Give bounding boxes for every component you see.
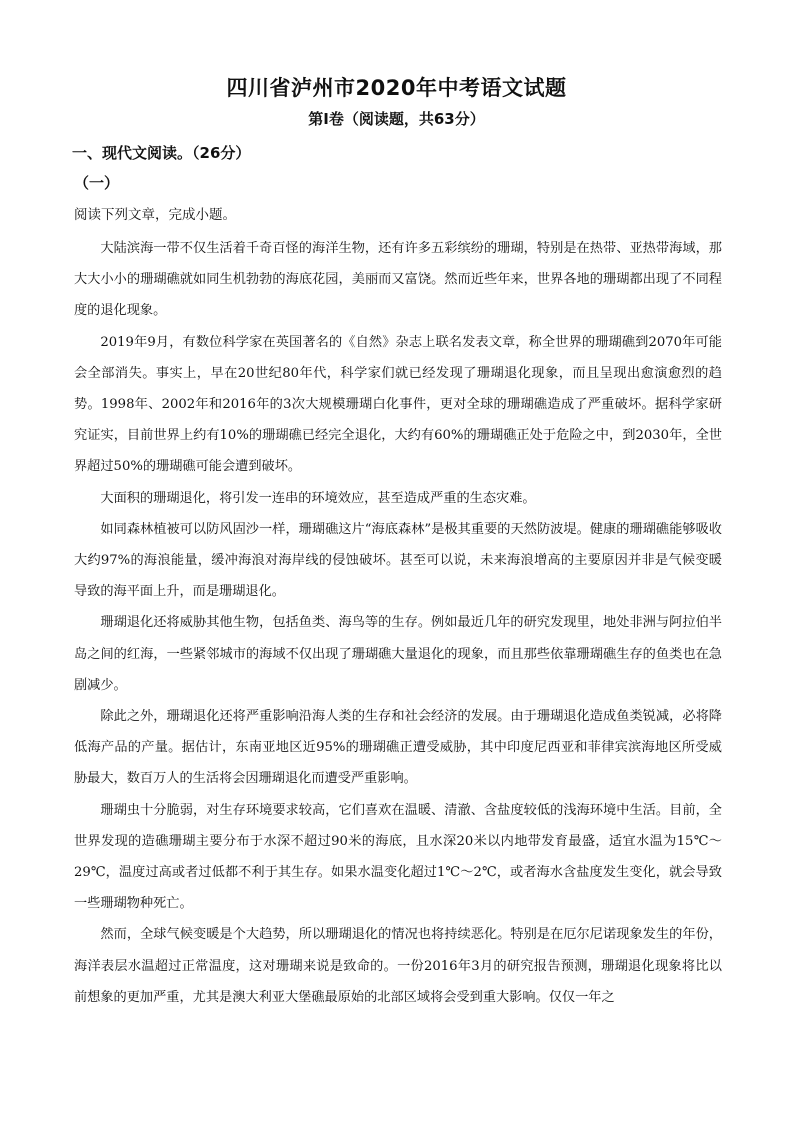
page-title: 四川省泸州市2020年中考语文试题 [226, 76, 567, 100]
instruction-text: 阅读下列文章，完成小题。 [74, 207, 236, 223]
paragraph: 2019年9月，有数位科学家在英国著名的《自然》杂志上联名发表文章，称全世界的珊瑚礁到2070年可能会全部消失。事实上，早在20世纪80年代，科学家们就已经发现了珊瑚退化现象，而且呈现出愈演愈烈的趋势。1998年、2002年和2016年的3次大规模珊瑚白化事件，更对全球的珊瑚礁造成了严重破坏。据科学家研究证实，目前世界上约有10%的珊瑚礁已经完全退化，大约有60%的珊瑚礁正处于危险之中，到2030年，全世界超过50%的珊瑚礁可能会遭到破坏。 [74, 334, 722, 475]
paragraph: 然而，全球气候变暖是个大趋势，所以珊瑚退化的情况也将持续恶化。特别是在厄尔尼诺现象发生的年份，海洋表层水温超过正常温度，这对珊瑚来说是致命的。一份2016年3月的研究报告预测，珊瑚退化现象将比以前想象的更加严重，尤其是澳大利亚大堡礁最原始的北部区域将会受到重大影响。仅仅一年之 [74, 927, 722, 1005]
paragraph: 大陆滨海一带不仅生活着千奇百怪的海洋生物，还有许多五彩缤纷的珊瑚，特别是在热带、亚热带海域，那大大小小的珊瑚礁就如同生机勃勃的海底花园，美丽而又富饶。然而近些年来，世界各地的珊瑚都出现了不同程度的退化现象。 [74, 241, 722, 319]
section-heading: 一、现代文阅读。（26分） [72, 144, 251, 162]
paragraph: 除此之外，珊瑚退化还将严重影响沿海人类的生存和社会经济的发展。由于珊瑚退化造成鱼类锐减，必将降低海产品的产量。据估计，东南亚地区近95%的珊瑚礁正遭受威胁，其中印度尼西亚和菲律宾滨海地区所受威胁最大，数百万人的生活将会因珊瑚退化而遭受严重影响。 [74, 709, 722, 787]
page-subtitle: 第Ⅰ卷（阅读题，共63分） [308, 110, 485, 128]
part-label: （一） [74, 174, 120, 192]
paragraph: 如同森林植被可以防风固沙一样，珊瑚礁这片“海底森林”是极其重要的天然防波堤。健康的珊瑚礁能够吸收大约97%的海浪能量，缓冲海浪对海岸线的侵蚀破坏。甚至可以说，未来海浪增高的主要原因并非是气候变暖导致的海平面上升，而是珊瑚退化。 [74, 521, 722, 600]
paragraph: 珊瑚退化还将威胁其他生物，包括鱼类、海鸟等的生存。例如最近几年的研究发现里，地处非洲与阿拉伯半岛之间的红海，一些紧邻城市的海域不仅出现了珊瑚礁大量退化的现象，而且那些依靠珊瑚礁生存的鱼类也在急剧减少。 [74, 615, 722, 693]
paragraph: 大面积的珊瑚退化，将引发一连串的环境效应，甚至造成严重的生态灾难。 [100, 490, 536, 506]
article-body [74, 233, 722, 1013]
paragraph: 珊瑚虫十分脆弱，对生存环境要求较高，它们喜欢在温暖、清澈、含盐度较低的浅海环境中生活。目前，全世界发现的造礁珊瑚主要分布于水深不超过90米的海底，且水深20米以内地带发育最盛，适宜水温为15℃～29℃，温度过高或者过低都不利于其生存。如果水温变化超过1℃～2℃，或者海水含盐度发生变化，就会导致一些珊瑚物种死亡。 [74, 802, 722, 912]
